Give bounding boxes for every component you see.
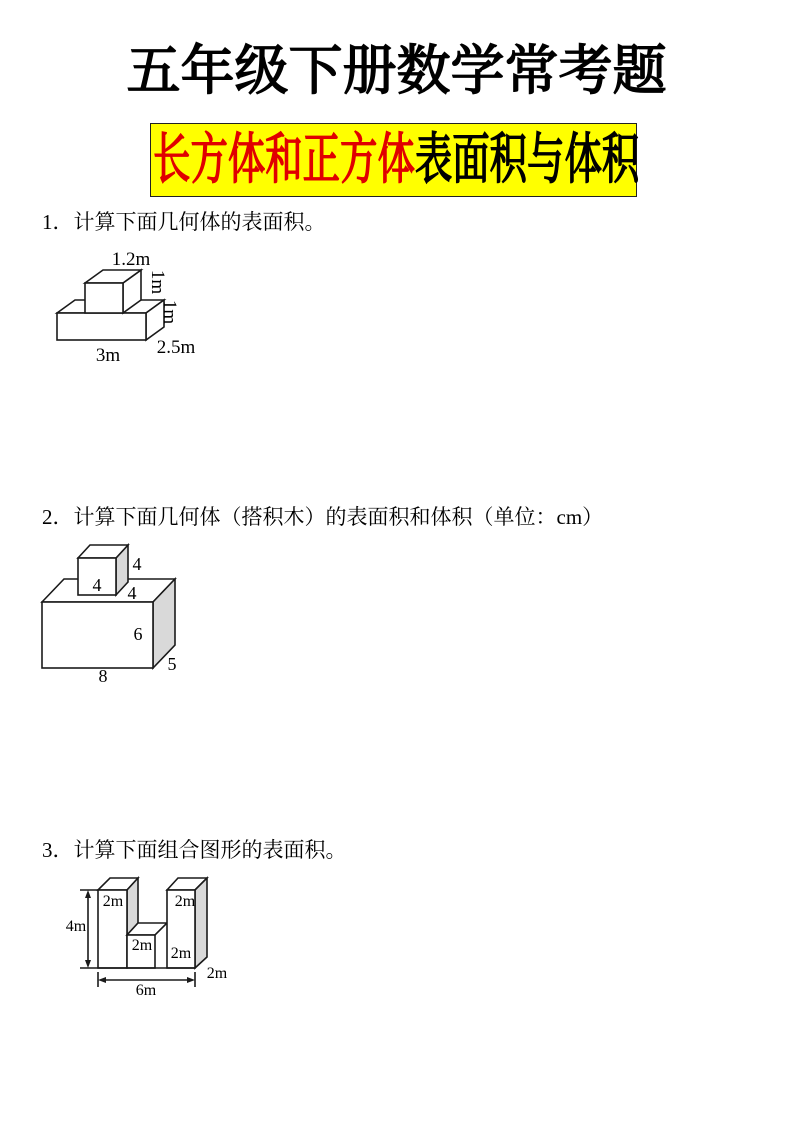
topic-banner: [150, 123, 640, 197]
fig2-label-cube-depth-top: 4: [132, 554, 142, 574]
fig3-label-middle-height: 2m: [170, 945, 192, 962]
fig3-label-left-tower-width: 2m: [102, 893, 124, 910]
topic-banner-text: [151, 124, 639, 195]
page-title: 五年级下册数学常考题: [126, 41, 667, 101]
topic-normal: 表面积与体积: [414, 128, 640, 190]
figure-3-solid: [60, 865, 240, 1000]
fig3-label-middle-width: 2m: [131, 937, 153, 954]
question-1-text: 1．计算下面几何体的表面积。: [42, 210, 326, 234]
fig2-label-box-height: 6: [133, 624, 143, 644]
topic-highlight: 长方体和正方体: [153, 128, 415, 190]
figure-2-solid: [30, 540, 230, 690]
figure-1-solid: [45, 248, 245, 373]
fig1-label-top-width: 1.2m: [111, 249, 151, 270]
question-3-text: 3．计算下面组合图形的表面积。: [42, 838, 347, 862]
fig1-label-lower-height: 1m: [159, 299, 180, 325]
fig3-label-total-width: 6m: [135, 982, 157, 999]
fig3-right-tower-right-face: [195, 878, 207, 968]
fig1-label-base-width: 3m: [95, 345, 121, 366]
fig2-label-cube-width: 4: [92, 575, 102, 595]
question-2-text: 2．计算下面几何体（搭积木）的表面积和体积（单位：cm）: [42, 505, 604, 529]
fig2-label-box-width: 8: [98, 666, 108, 686]
fig3-label-depth: 2m: [206, 965, 228, 982]
fig3-label-total-height: 4m: [65, 918, 87, 935]
fig2-label-box-depth: 5: [167, 654, 177, 674]
fig1-topbox-front-face: [85, 283, 123, 313]
fig3-label-right-tower-width: 2m: [174, 893, 196, 910]
fig1-label-upper-height: 1m: [147, 269, 168, 295]
fig1-base-front-face: [57, 313, 146, 340]
fig1-label-depth: 2.5m: [156, 337, 196, 358]
fig2-label-cube-depth-bottom: 4: [127, 583, 137, 603]
